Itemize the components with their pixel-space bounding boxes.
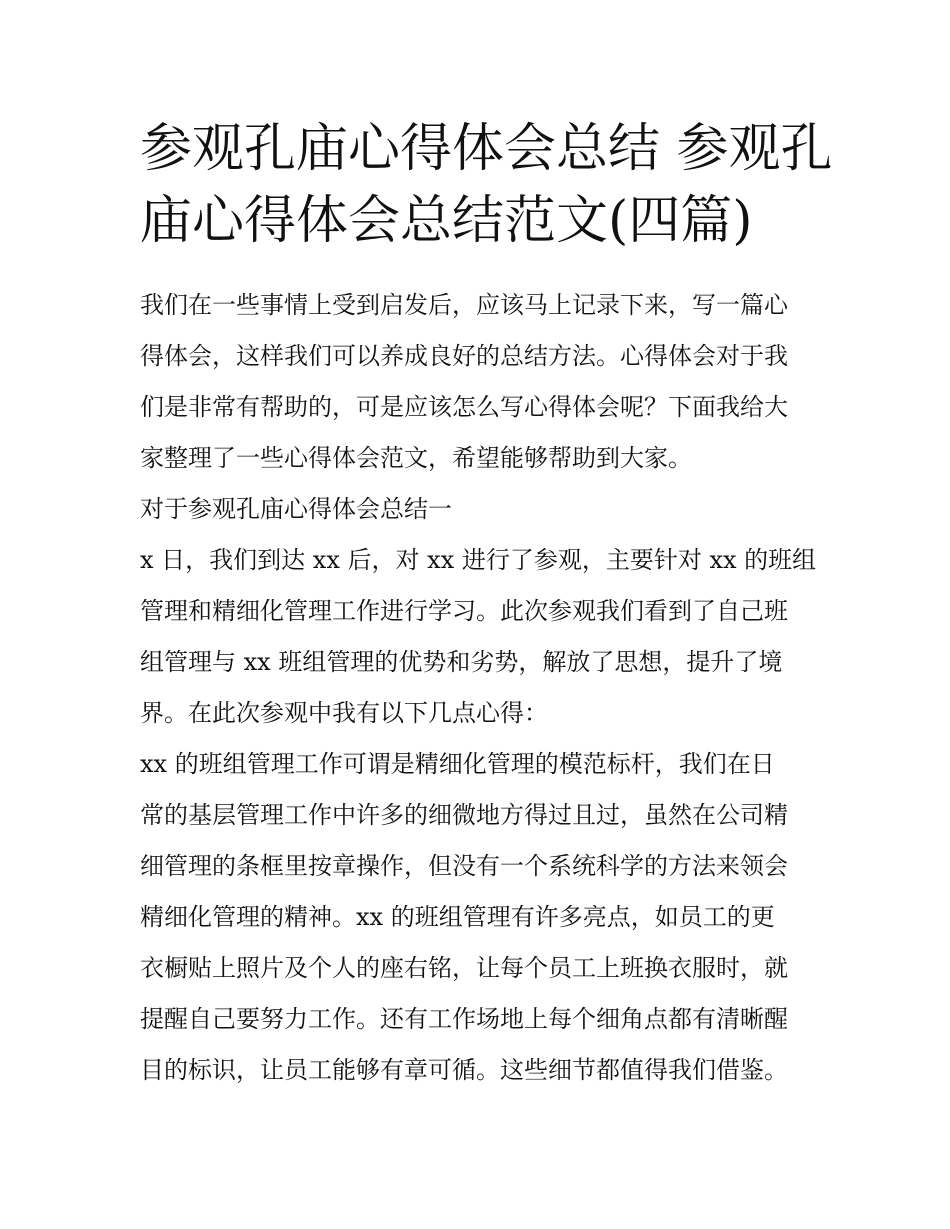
body-line: 组管理与 xx 班组管理的优势和劣势，解放了思想，提升了境 [140,648,783,676]
body-line: x 日，我们到达 xx 后，对 xx 进行了参观，主要针对 xx 的班组 [140,546,817,574]
document-title [140,113,840,257]
body-line: 常的基层管理工作中许多的细微地方得过且过，虽然在公司精 [140,801,788,829]
section-heading: 对于参观孔庙心得体会总结一 [140,495,452,523]
title-line-2: 庙心得体会总结范文(四篇) [140,191,753,251]
body-line: 得体会，这样我们可以养成良好的总结方法。心得体会对于我 [140,342,788,370]
body-line: 目的标识，让员工能够有章可循。这些细节都值得我们借鉴。 [140,1056,788,1084]
body-line: 我们在一些事情上受到启发后，应该马上记录下来，写一篇心 [140,291,788,319]
body-line: 衣橱贴上照片及个人的座右铭，让每个员工上班换衣服时，就 [140,954,788,982]
body-line: 细管理的条框里按章操作，但没有一个系统科学的方法来领会 [140,852,788,880]
body-line: xx 的班组管理工作可谓是精细化管理的模范标杆，我们在日 [140,750,775,778]
body-line: 界。在此次参观中我有以下几点心得： [140,699,548,727]
title-line-1: 参观孔庙心得体会总结 参观孔 [140,119,833,179]
body-line: 家整理了一些心得体会范文，希望能够帮助到大家。 [140,444,692,472]
body-line: 管理和精细化管理工作进行学习。此次参观我们看到了自己班 [140,597,788,625]
document-body [140,280,840,1096]
body-line: 们是非常有帮助的，可是应该怎么写心得体会呢？下面我给大 [140,393,788,421]
body-line: 提醒自己要努力工作。还有工作场地上每个细角点都有清晰醒 [140,1005,788,1033]
body-line: 精细化管理的精神。xx 的班组管理有许多亮点，如员工的更 [140,903,775,931]
